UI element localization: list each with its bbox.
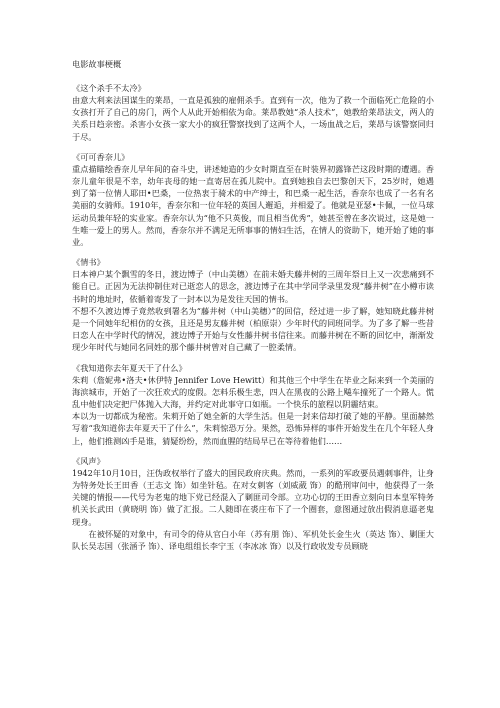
section-the-message — [72, 455, 434, 552]
section-title: 《风声》 — [72, 455, 105, 466]
section-love-letter — [72, 256, 434, 353]
paragraph: 日本神户某个飘雪的冬日，渡边博子（中山美穗）在前未婚夫藤井树的三周年祭日上又一次悲痛到不能自已。正因为无法抑制住对已逝恋人的思念，渡边博子在其中学同学录里发现“藤井树”在小樽市读书时的地址时，依循着寄发了一封本以为是发往天国的情书。 — [72, 269, 434, 304]
section-coco-chanel — [72, 151, 434, 248]
paragraph: 1942年10月10日，汪伪政权举行了盛大的国民政府庆典。然而，一系列的军政要员遇刺事件，让身为特务处长王田香（王志文 饰）如坐针毡。在对女刺客（刘威葳 饰）的酷刑审问中，他获得了一条关键的情报——代号为老鬼的地下党已经混入了剿匪司令部。立功心切的王田香立刻向日本皇军特务机关长武田（黄晓明 饰）做了汇报。二人随即在裘庄布下了一个圈套，意图通过放出假消息逼老鬼现身。 — [72, 467, 434, 527]
section-title: 《可可香奈儿》 — [72, 151, 130, 162]
paragraph: 重点描瞄绘香奈儿早年间的奋斗史，讲述她造的少女时期直至在时装界初露锋芒这段时期的遭遇。香奈儿童年很是不幸，幼年丧母的她一直寄居在孤儿院中。直到她独自去巴黎创天下，25岁时，她遇到了第一位情人耶田•巴桑，一位热衷于骑术的中产绅士，和巴桑一起生活，香奈尔也成了一名有名美丽的女骑师。1910年，香奈尔和一位年轻的英国人邂逅，并相爱了。他就是亚瑟•卡佩，一位马球运动员兼年轻的实业家。香奈尔认为“他不只英俊，而且相当优秀”，她甚至曾在多次说过，这是她一生唯一爱上的男人。然而，香奈尔并不满足无所事事的情妇生活，在情人的资助下，她开始了她的事业。 — [72, 163, 434, 248]
document-page — [72, 58, 434, 560]
paragraph: 朱莉（詹妮弗•洛夫•休伊特 Jennifer Love Hewitt）和其他三个中学生在毕业之际来到一个美丽的海滨城市，开始了一次狂欢式的度假。怎料乐极生悲，四人在黑夜的公路上飚车撞死了一个路人。慌乱中他们决定把尸体抛入大海，并约定对此事守口如瓶。一个快乐的旅程以阴霾结束。 — [72, 374, 434, 410]
section-title: 《这个杀手不太冷》 — [72, 83, 146, 93]
section-i-know-what-you-did — [72, 362, 434, 447]
section-title: 《我知道你去年夏天干了什么》 — [72, 362, 187, 373]
document-title: 电影故事梗概 — [72, 59, 122, 69]
section-leon — [72, 82, 434, 143]
paragraph: 由意大利来法国谋生的莱昂，一直是孤独的雇佣杀手。直到有一次，他为了救一个面临死亡危险的小女孩打开了自己的房门，两个人从此开始相依为命。莱昂教她“杀人技术”，她教给莱昂法文，两人的关系日趋亲密。杀害小女孩一家大小的疯狂警察找到了这两个人，一场血战之后，莱昂与该警察同归于尽。 — [72, 95, 434, 142]
section-title: 《情书》 — [72, 257, 105, 268]
paragraph: 不想不久渡边博子竟然收到署名为“藤井树（中山美穗）”的回信，经过进一步了解，她知晓此藤井树是一个同她年纪相仿的女孩，且还是男友藤井树（柏原崇）少年时代的同班同学。为了多了解一些昔日恋人在中学时代的情况，渡边博子开始与女性藤井树书信往来。而藤井树在不断的回忆中，渐渐发现少年时代与她同名同姓的那个藤井树曾对自己藏了一腔柔情。 — [72, 305, 434, 353]
paragraph: 在被怀疑的对象中，有司令的侍从官白小年（苏有朋 饰）、军机处长金生火（英达 饰）、剿匪大队长吴志国（张涵予 饰）、译电组组长李宁玉（李冰冰 饰）以及行政收发专员顾晓 — [72, 528, 434, 552]
paragraph: 本以为一切都成为秘密。朱莉开始了她全新的大学生活。但是一封来信却打破了她的平静。里面赫然写着“我知道你去年夏天干了什么”，朱莉惊恐万分。果然，恐怖异样的事件开始发生在几个年轻人身上，他们推测凶手是谁，猜疑纷纷，然而血腥的结局早已在等待着他们…… — [72, 411, 434, 446]
